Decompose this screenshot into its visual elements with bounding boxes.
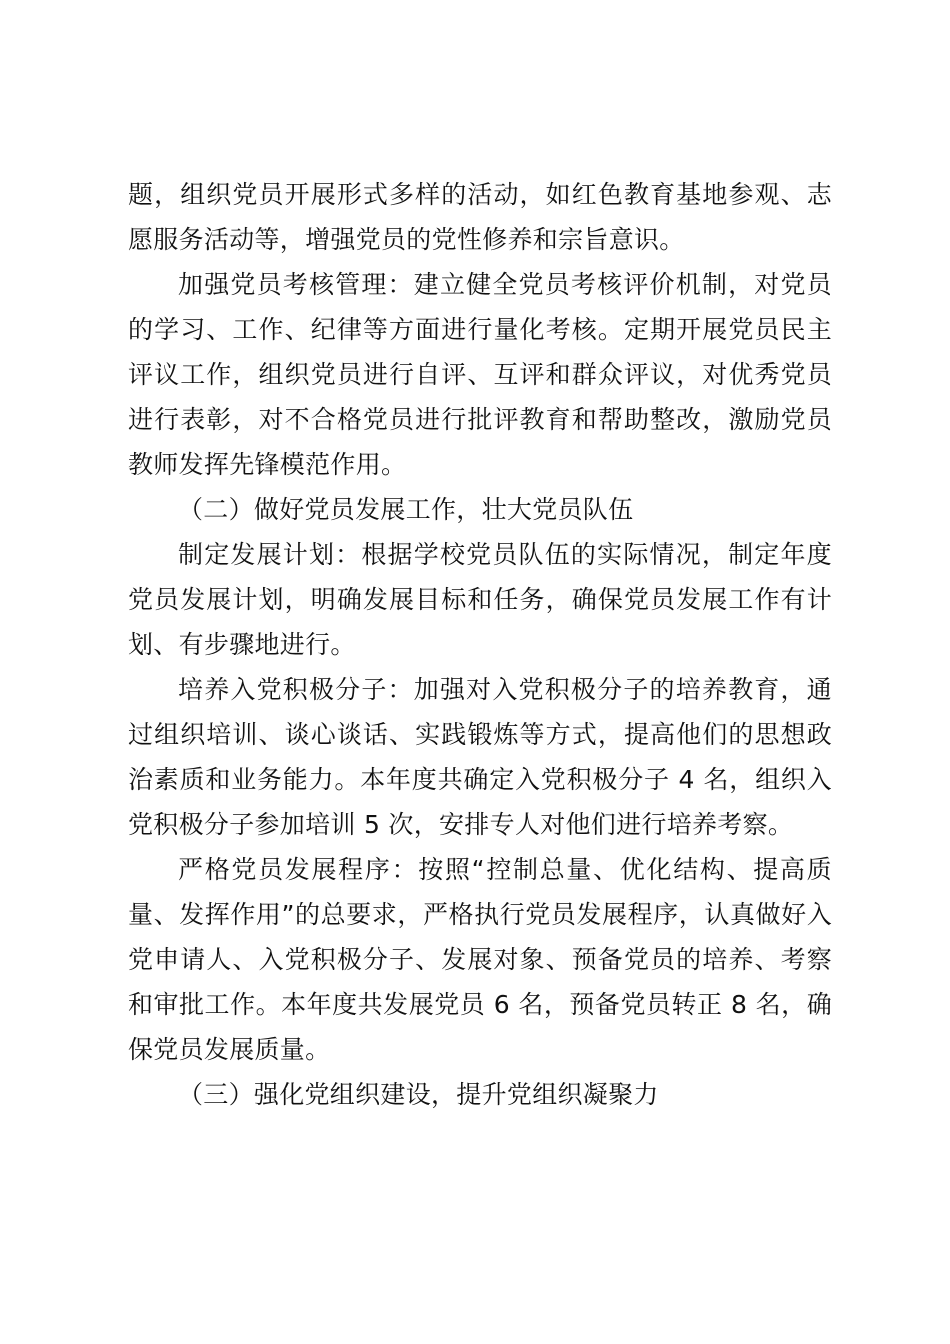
section-heading-3: （三）强化党组织建设，提升党组织凝聚力 [178,1080,659,1109]
paragraph-development-plan: 制定发展计划：根据学校党员队伍的实际情况，制定年度党员发展计划，明确发展目标和任务，确保党员发展工作有计划、有步骤地进行。 [128,540,832,659]
paragraph-member-assessment: 加强党员考核管理：建立健全党员考核评价机制，对党员的学习、工作、纪律等方面进行量化考核。定期开展党员民主评议工作，组织党员进行自评、互评和群众评议，对优秀党员进行表彰，对不合格党员进行批评教育和帮助整改，激励党员教师发挥先锋模范作用。 [128,270,832,479]
document-body [128,172,832,1117]
section-heading-2: （二）做好党员发展工作，壮大党员队伍 [178,495,634,524]
paragraph-continuation: 题，组织党员开展形式多样的活动，如红色教育基地参观、志愿服务活动等，增强党员的党性修养和宗旨意识。 [128,180,832,254]
paragraph-activist-training: 培养入党积极分子：加强对入党积极分子的培养教育，通过组织培训、谈心谈话、实践锻炼等方式，提高他们的思想政治素质和业务能力。本年度共确定入党积极分子 4 名，组织入党积极分子参加培训 5 次，安排专人对他们进行培养考察。 [128,675,832,839]
paragraph-development-procedure: 严格党员发展程序：按照“控制总量、优化结构、提高质量、发挥作用”的总要求，严格执行党员发展程序，认真做好入党申请人、入党积极分子、发展对象、预备党员的培养、考察和审批工作。本年度共发展党员 6 名，预备党员转正 8 名，确保党员发展质量。 [128,855,832,1064]
